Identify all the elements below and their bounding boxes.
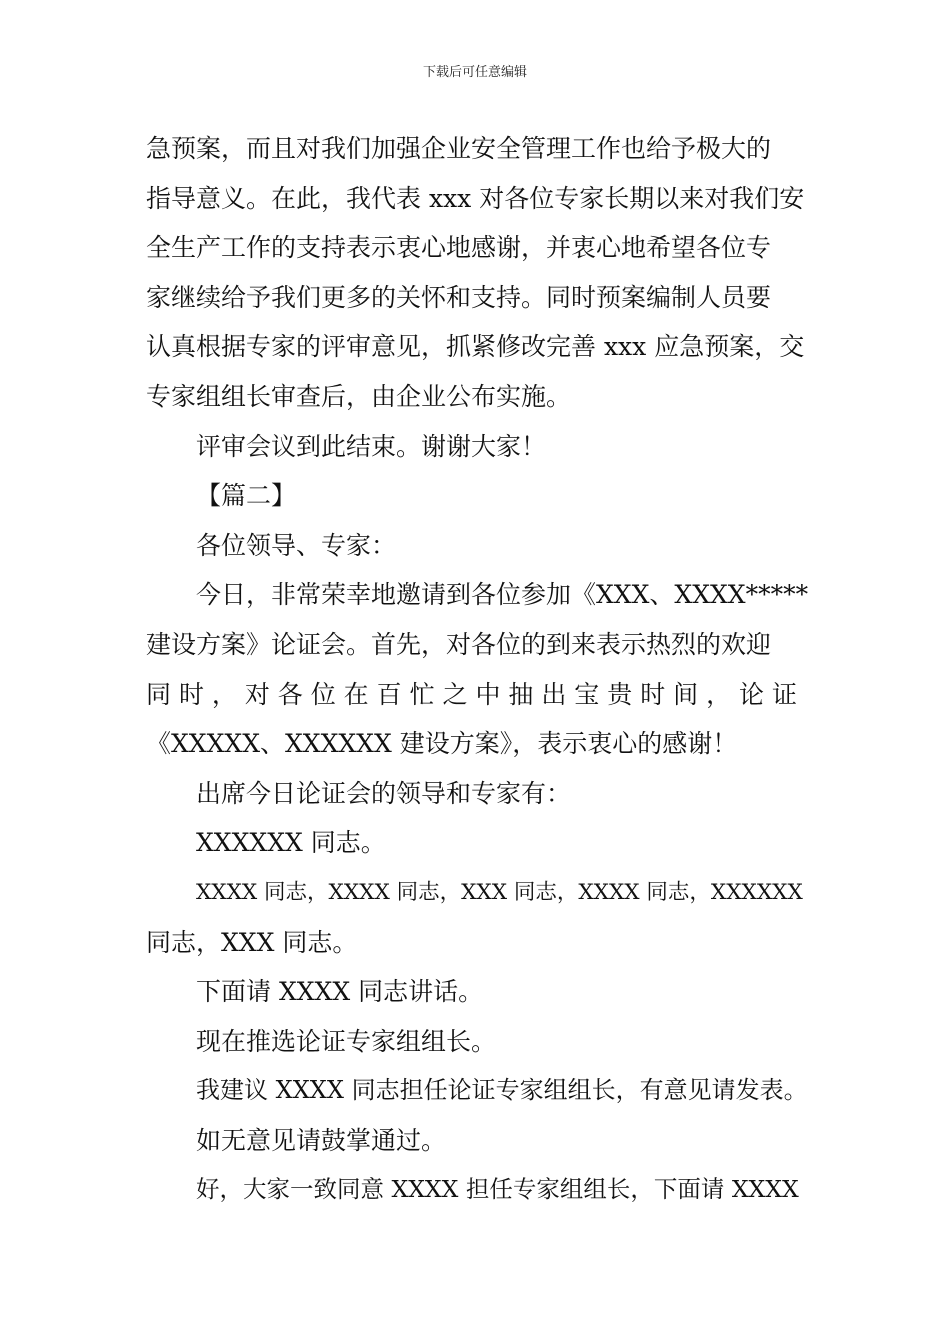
paragraph-line: 评审会议到此结束。谢谢大家！ (196, 431, 547, 461)
paragraph-line: 《XXXXX、XXXXXX 建设方案》，表示衷心的感谢！ (146, 729, 738, 759)
paragraph-line: 家继续给予我们更多的关怀和支持。同时预案编制人员要 (146, 282, 772, 312)
paragraph-line: 现在推选论证专家组组长。 (196, 1026, 497, 1056)
paragraph-line: 出席今日论证会的领导和专家有： (196, 778, 572, 808)
paragraph-line: 急预案，而且对我们加强企业安全管理工作也给予极大的 (146, 134, 772, 163)
paragraph-line: 下面请 XXXX 同志讲话。 (196, 977, 484, 1007)
paragraph-line: 指导意义。在此，我代表 xxx 对各位专家长期以来对我们安 (146, 183, 805, 213)
paragraph-line: 如无意见请鼓掌通过。 (196, 1125, 447, 1155)
document-body (146, 124, 810, 1215)
paragraph-line: 我建议 XXXX 同志担任论证专家组组长，有意见请发表。 (196, 1076, 808, 1105)
salutation: 各位领导、专家： (196, 530, 397, 560)
paragraph-line: 好，大家一致同意 XXXX 担任专家组组长，下面请 XXXX (196, 1175, 799, 1204)
paragraph-line: 同志，XXX 同志。 (146, 927, 358, 957)
paragraph-line: 同 时 ， 对 各 位 在 百 忙 之 中 抽 出 宝 贵 时 间 ， 论 证 (146, 679, 797, 709)
section-heading: 【篇二】 (196, 481, 297, 511)
paragraph-line: 专家组组长审查后，由企业公布实施。 (146, 381, 572, 411)
paragraph-line: XXXXXX 同志。 (196, 828, 386, 858)
paragraph-line: 认真根据专家的评审意见，抓紧修改完善 xxx 应急预案，交 (146, 332, 805, 362)
page-header: 下载后可任意编辑 (422, 65, 527, 80)
paragraph-line: XXXX 同志，XXXX 同志，XXX 同志，XXXX 同志，XXXXXX (196, 879, 803, 905)
paragraph-line: 全生产工作的支持表示衷心地感谢，并衷心地希望各位专 (146, 233, 772, 263)
paragraph-line: 今日，非常荣幸地邀请到各位参加《XXX、XXXX***** (196, 580, 809, 610)
paragraph-line: 建设方案》论证会。首先，对各位的到来表示热烈的欢迎 (146, 629, 772, 659)
